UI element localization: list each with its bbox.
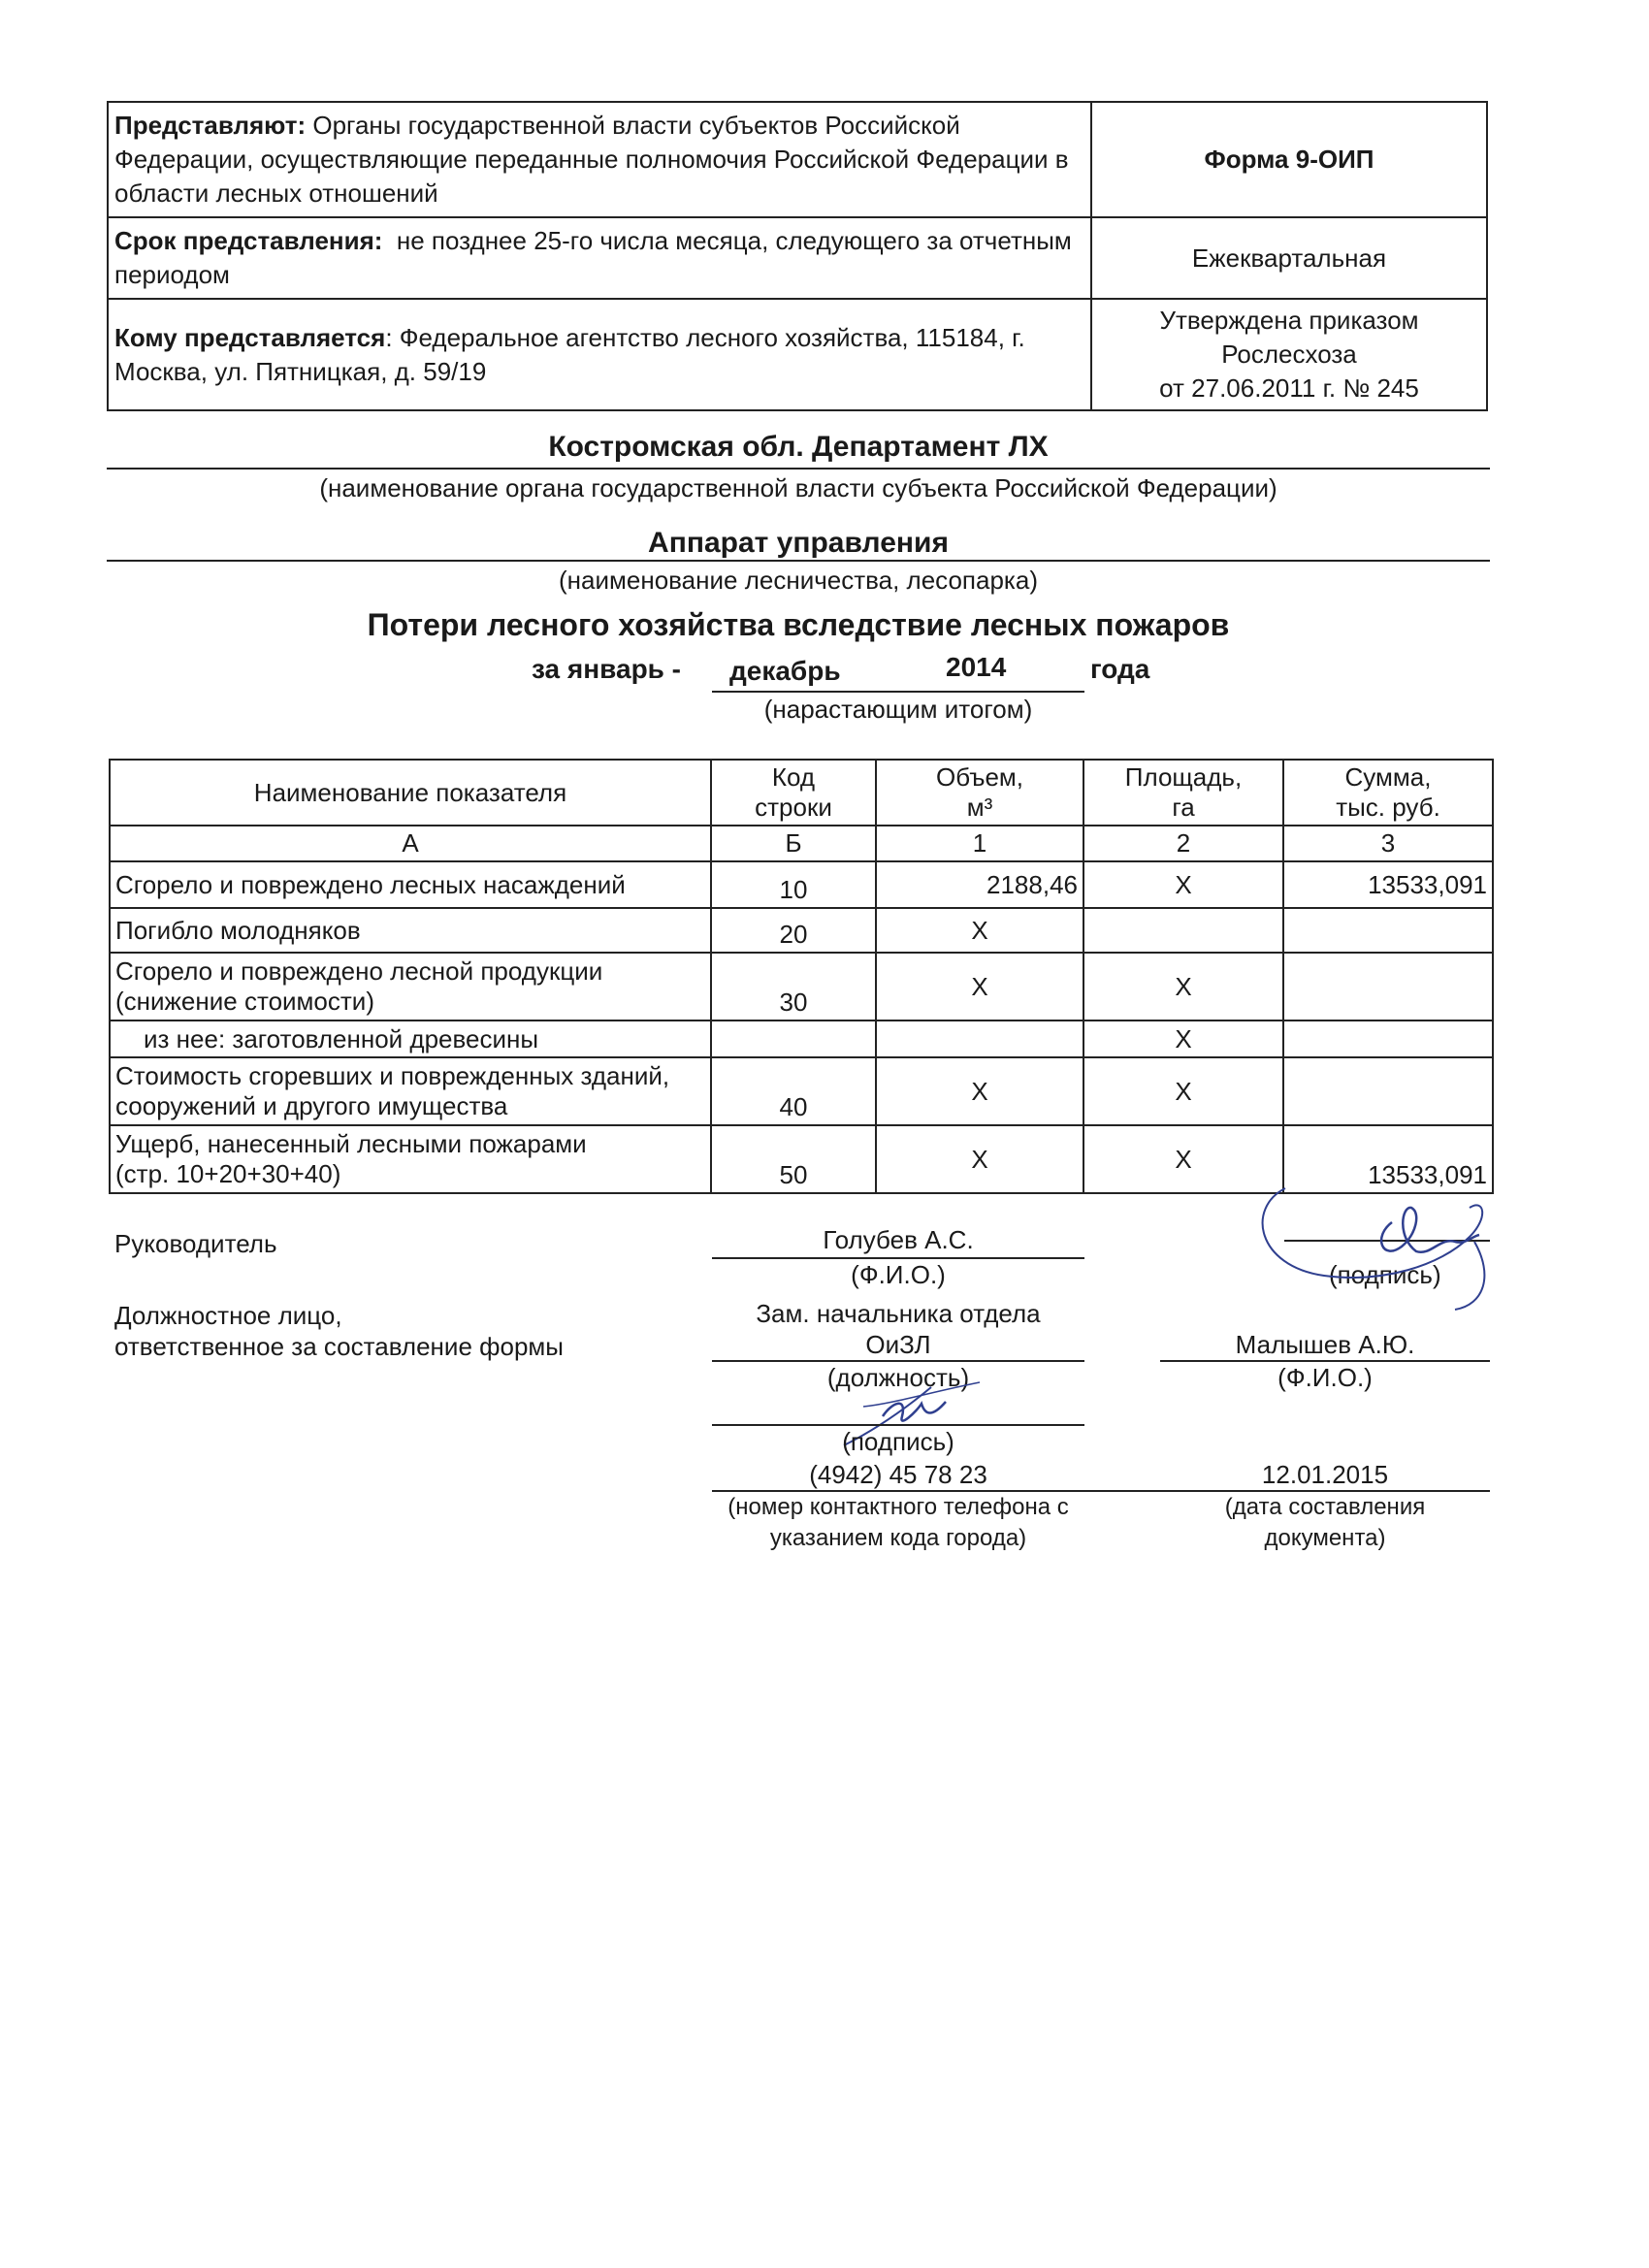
table-row (110, 1057, 1493, 1125)
submitters-text: Органы государственной власти субъектов Российской Федерации, осуществляющие переданные полномочия Российской Федерации в области лесных отношений (114, 111, 1069, 208)
official-name: Малышев А.Ю. (1235, 1330, 1415, 1359)
row-area: X (1083, 1057, 1283, 1125)
row-sum: 13533,091 (1283, 861, 1493, 908)
approval-line-1: Утверждена приказом (1159, 306, 1419, 335)
date-caption-l2: документа) (1264, 1525, 1386, 1551)
row-sum (1283, 1021, 1493, 1057)
recipient-text: : Федеральное агентство лесного хозяйства, 115184, г. Москва, ул. Пятницкая, д. 59/19 (114, 322, 1025, 386)
row-area: X (1083, 953, 1283, 1021)
table-header-row (110, 760, 1493, 826)
header-name: Наименование показателя (110, 760, 711, 826)
head-fio-caption: (Ф.И.О.) (851, 1260, 946, 1289)
header-sum-l1: Сумма, (1344, 762, 1432, 792)
row-area (1083, 908, 1283, 953)
official-label-l1: Должностное лицо, (114, 1301, 342, 1330)
row-volume: 2188,46 (876, 861, 1083, 908)
row-name (110, 953, 711, 1021)
header-area (1083, 760, 1283, 826)
head-signature-icon (1246, 1169, 1499, 1314)
header-sum (1283, 760, 1493, 826)
date: 12.01.2015 (1261, 1460, 1389, 1489)
col-index: 3 (1283, 826, 1493, 861)
row-code: 30 (711, 953, 876, 1021)
header-volume-l1: Объем, (935, 762, 1024, 792)
row-area: X (1083, 1021, 1283, 1057)
unit-underline (107, 560, 1490, 562)
table-row (110, 908, 1493, 953)
phone-caption-l1: (номер контактного телефона с (728, 1494, 1069, 1520)
head-name: Голубев А.С. (823, 1225, 974, 1254)
organization-name: Костромская обл. Департамент ЛХ (548, 431, 1049, 463)
header-sum-l2: тыс. руб. (1336, 793, 1440, 822)
head-label: Руководитель (114, 1229, 277, 1258)
losses-table (109, 759, 1494, 1194)
date-caption-l1: (дата составления (1224, 1494, 1426, 1520)
deadline-text: не позднее 25-го числа месяца, следующего за отчетным периодом (114, 226, 1072, 289)
row-sum: 13533,091 (1283, 1125, 1493, 1193)
row-volume: X (876, 1125, 1083, 1193)
period-month: декабрь (729, 656, 841, 686)
phone-caption-l2: указанием кода города) (769, 1525, 1027, 1551)
row-area: X (1083, 861, 1283, 908)
official-signature-caption: (подпись) (842, 1427, 954, 1456)
row-name-l1: Стоимость сгоревших и поврежденных зданий, (115, 1061, 670, 1090)
header-volume-l2: м³ (966, 793, 993, 822)
row-code: 50 (711, 1125, 876, 1193)
form-name: Форма 9-ОИП (1091, 102, 1487, 217)
header-area-l1: Площадь, (1124, 762, 1243, 792)
position-caption: (должность) (826, 1363, 970, 1392)
official-label-l2: ответственное за составление формы (114, 1332, 564, 1361)
table-row (110, 861, 1493, 908)
organization-caption: (наименование органа государственной власти субъекта Российской Федерации) (319, 473, 1277, 502)
row-name-l1: Сгорело и повреждено лесной продукции (115, 956, 603, 986)
position-l1: Зам. начальника отдела (756, 1299, 1041, 1328)
deadline-cell (108, 217, 1091, 299)
row-code: 10 (711, 861, 876, 908)
row-volume (876, 1021, 1083, 1057)
head-signature-caption: (подпись) (1329, 1260, 1441, 1289)
period-caption: (нарастающим итогом) (763, 695, 1033, 724)
row-name: Погибло молодняков (110, 908, 711, 953)
recipient-label: Кому представляется (114, 322, 386, 352)
row-name-l2: (стр. 10+20+30+40) (115, 1159, 341, 1188)
row-code (711, 1021, 876, 1057)
row-name-l2: (снижение стоимости) (115, 987, 374, 1016)
row-name: из нее: заготовленной древесины (110, 1021, 711, 1057)
recipient-cell (108, 299, 1091, 410)
period-suffix: года (1090, 654, 1150, 684)
row-name (110, 1125, 711, 1193)
row-name-l1: Ущерб, нанесенный лесными пожарами (115, 1129, 587, 1158)
position-l2: ОиЗЛ (865, 1330, 931, 1359)
row-volume: X (876, 1057, 1083, 1125)
period-prefix: за январь - (532, 654, 681, 684)
approval-cell (1091, 299, 1487, 410)
frequency: Ежеквартальная (1091, 217, 1487, 299)
col-index: Б (711, 826, 876, 861)
header-code-l2: строки (755, 793, 832, 822)
row-sum (1283, 953, 1493, 1021)
row-area: X (1083, 1125, 1283, 1193)
row-code: 20 (711, 908, 876, 953)
phone: (4942) 45 78 23 (809, 1460, 987, 1489)
deadline-label: Срок представления: (114, 226, 383, 255)
header-volume (876, 760, 1083, 826)
table-row (110, 953, 1493, 1021)
unit-name: Аппарат управления (648, 527, 949, 559)
form-header-table (107, 101, 1488, 411)
header-code-l1: Код (771, 762, 816, 792)
header-code (711, 760, 876, 826)
report-title: Потери лесного хозяйства вследствие лесных пожаров (367, 607, 1230, 642)
row-code: 40 (711, 1057, 876, 1125)
period-year: 2014 (946, 652, 1007, 682)
col-index: А (110, 826, 711, 861)
row-sum (1283, 1057, 1493, 1125)
submitters-label: Представляют: (114, 111, 307, 140)
approval-line-3: от 27.06.2011 г. № 245 (1159, 373, 1419, 403)
unit-caption: (наименование лесничества, лесопарка) (559, 566, 1038, 595)
approval-line-2: Рослесхоза (1221, 340, 1357, 369)
row-volume: X (876, 953, 1083, 1021)
header-area-l2: га (1172, 793, 1195, 822)
row-name: Сгорело и повреждено лесных насаждений (110, 861, 711, 908)
official-fio-caption: (Ф.И.О.) (1277, 1363, 1373, 1392)
submitters-cell (108, 102, 1091, 217)
organization-underline (107, 468, 1490, 470)
col-index: 2 (1083, 826, 1283, 861)
row-name (110, 1057, 711, 1125)
col-index: 1 (876, 826, 1083, 861)
row-sum (1283, 908, 1493, 953)
row-name-l2: сооружений и другого имущества (115, 1091, 508, 1120)
column-index-row (110, 826, 1493, 861)
period-underline (712, 691, 1084, 693)
table-row (110, 1021, 1493, 1057)
row-volume: X (876, 908, 1083, 953)
